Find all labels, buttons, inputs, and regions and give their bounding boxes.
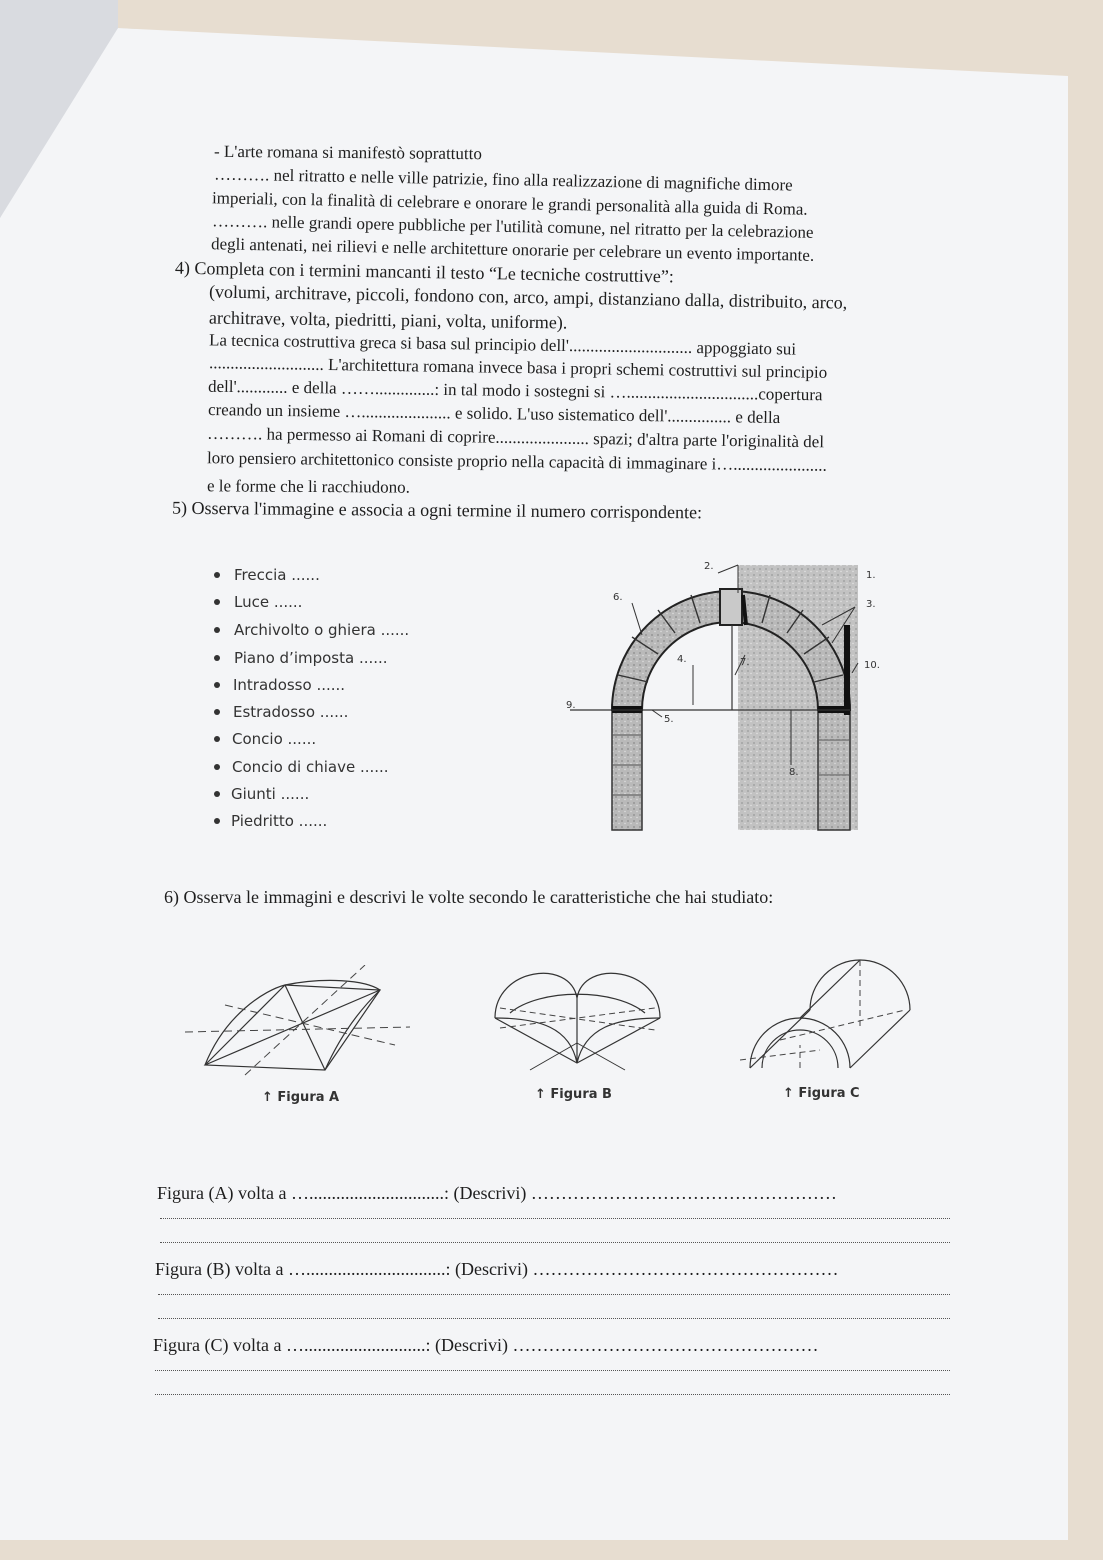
arch-label-10: 10. [864, 660, 880, 671]
bullet [214, 572, 220, 578]
question-4-text-line-5: ………. ha permesso ai Romani di coprire...................... spazi; d'altra parte l'originalità del [206, 423, 825, 452]
bullet [214, 818, 220, 824]
question-4-text-line-3: dell'............ e della ……..............: in tal modo i sostegni si …...............................copertura [207, 376, 823, 405]
term-concio-di-chiave: Concio di chiave ...... [232, 758, 389, 776]
intro-line-4: ………. nelle grandi opere pubbliche per l'utilità comune, nel ritratto per la celebrazione [211, 211, 814, 242]
figure-c-caption: ↑ Figura C [783, 1086, 860, 1101]
question-4-text-line-6: loro pensiero architettonico consiste proprio nella capacità di immaginare i…...................... [206, 448, 827, 475]
answer-line[interactable] [155, 1370, 950, 1371]
term-estradosso: Estradosso ...... [233, 703, 349, 721]
intro-line-5: degli antenati, nei rilievi e nelle architetture onorarie per celebrare un evento importante. [210, 234, 815, 265]
figure-a-vault [185, 965, 415, 1080]
answer-figure-c[interactable]: Figura (C) volta a …...........................: (Descrivi) …………………………………………… [153, 1335, 819, 1355]
term-piano-imposta: Piano d’imposta ...... [234, 649, 388, 667]
question-5-title: 5) Osserva l'immagine e associa a ogni termine il numero corrispondente: [171, 497, 703, 523]
question-4-text-line-1: La tecnica costruttiva greca si basa sul principio dell'............................. appoggiato sui [208, 330, 797, 359]
arch-label-9: 9. [566, 700, 576, 711]
answer-line[interactable] [160, 1218, 950, 1219]
arch-label-6: 6. [613, 592, 623, 603]
question-4-text-line-4: creando un insieme …..................... e solido. L'uso sistematico dell'............... e della [207, 400, 781, 427]
bullet [214, 736, 220, 742]
right-pier [818, 705, 850, 830]
answer-line[interactable] [158, 1318, 950, 1319]
question-4-word-list-1: (volumi, architrave, piccoli, fondono con, arco, ampi, distanziano dalla, distribuito, arco, [208, 281, 848, 313]
term-intradosso: Intradosso ...... [233, 676, 346, 694]
arch-label-5: 5. [664, 714, 674, 725]
bullet [214, 655, 220, 661]
intro-line-3: imperiali, con la finalità di celebrare e onorare le grandi personalità alla guida di Roma. [211, 188, 808, 219]
question-6-title: 6) Osserva le immagini e descrivi le volte secondo le caratteristiche che hai studiato: [164, 887, 774, 907]
answer-figure-a[interactable]: Figura (A) volta a …..............................: (Descrivi) …………………………………………… [157, 1183, 837, 1203]
figure-a-caption: ↑ Figura A [262, 1090, 340, 1105]
arch-label-1: 1. [866, 570, 876, 581]
question-4-text-line-7: e le forme che li racchiudono. [206, 476, 411, 497]
arch-label-4: 4. [677, 654, 687, 665]
figure-b-caption: ↑ Figura B [535, 1087, 612, 1102]
arch-label-2: 2. [704, 561, 714, 572]
answer-figure-b[interactable]: Figura (B) volta a …...............................: (Descrivi) …………………………………………… [155, 1259, 839, 1279]
question-4-text-line-2: ........................... L'architettura romana invece basa i propri schemi costruttivi sul principio [208, 353, 828, 382]
bullet [214, 791, 220, 797]
question-4-title: 4) Completa con i termini mancanti il testo “Le tecniche costruttive”: [174, 257, 674, 287]
bullet [214, 682, 220, 688]
answer-line[interactable] [160, 1242, 950, 1243]
term-concio: Concio ...... [232, 730, 317, 748]
keystone [720, 589, 742, 625]
bullet [214, 709, 220, 715]
intro-line-1: - L'arte romana si manifestò soprattutto [213, 141, 482, 164]
figure-b-vault [490, 958, 665, 1078]
bullet [214, 627, 220, 633]
arch-label-7: 7. [740, 657, 750, 668]
answer-line[interactable] [155, 1394, 950, 1395]
answer-line[interactable] [158, 1294, 950, 1295]
arch-label-8: 8. [789, 767, 799, 778]
bullet [214, 599, 220, 605]
term-piedritto: Piedritto ...... [231, 812, 328, 830]
arch-label-3: 3. [866, 599, 876, 610]
figure-c-vault [740, 950, 915, 1080]
intro-line-2: ………. nel ritratto e nelle ville patrizie, fino alla realizzazione di magnifiche dimore [213, 164, 793, 195]
term-freccia: Freccia ...... [234, 566, 320, 584]
term-luce: Luce ...... [234, 593, 303, 611]
left-pier [612, 705, 642, 830]
arch-diagram [560, 555, 890, 835]
term-giunti: Giunti ...... [231, 785, 310, 803]
bullet [214, 764, 220, 770]
question-4-word-list-2: architrave, volta, piedritti, piani, volta, uniforme). [208, 307, 568, 333]
term-archivolto: Archivolto o ghiera ...... [234, 621, 410, 639]
